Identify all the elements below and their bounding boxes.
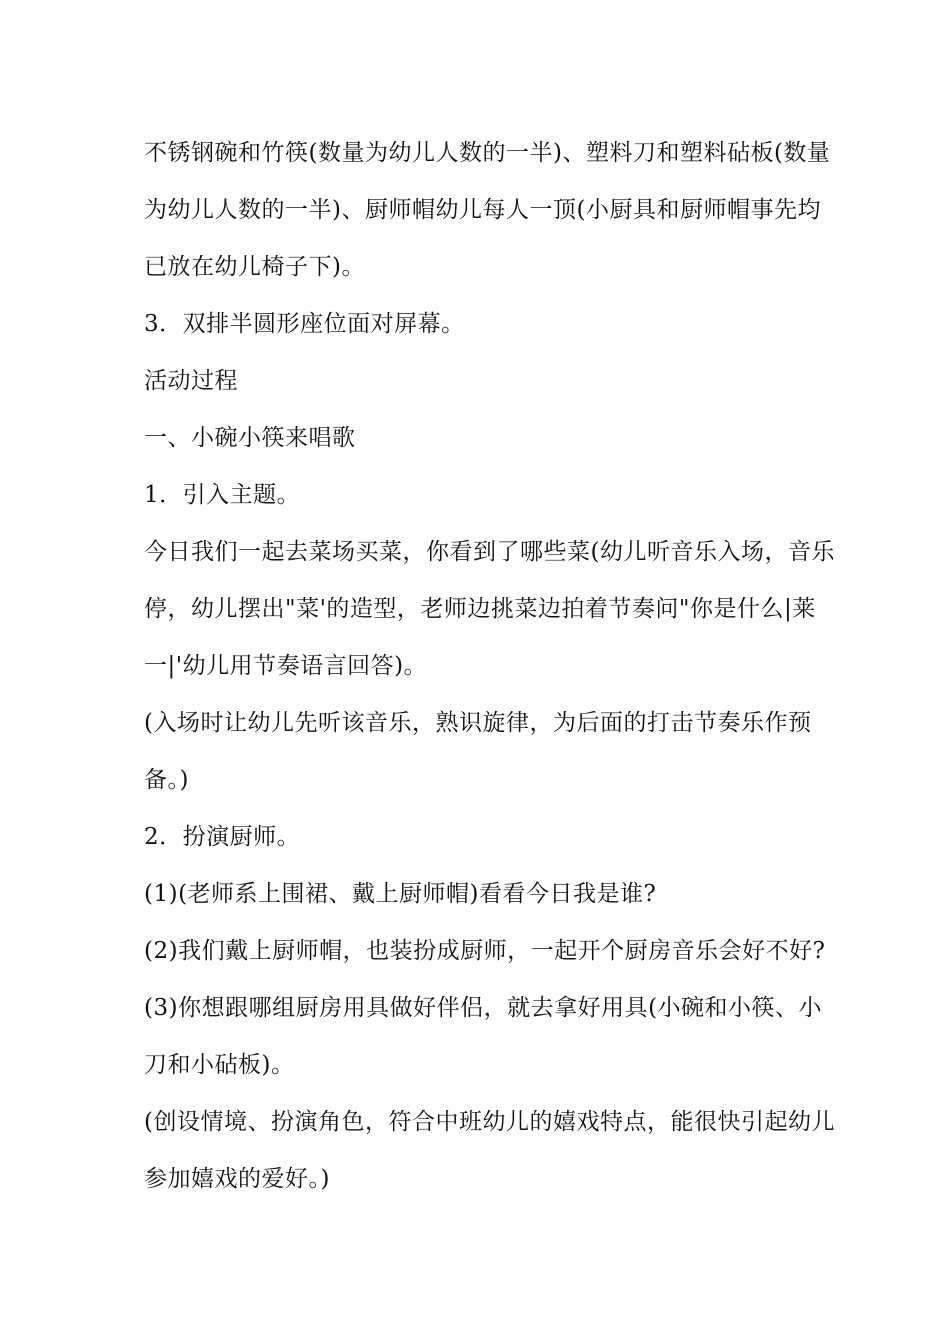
- text-line-8: 今日我们一起去菜场买菜，你看到了哪些菜(幼儿听音乐入场，音乐: [144, 539, 835, 565]
- text-line-2: 为幼儿人数的一半)、厨师帽幼儿每人一顶(小厨具和厨师帽事先均: [144, 197, 821, 223]
- text-line-14: (1)(老师系上围裙、戴上厨师帽)看看今日我是谁?: [144, 881, 657, 907]
- text-line-9: 停，幼儿摆出"菜'的造型，老师边挑菜边拍着节奏问"你是什么|莱: [144, 596, 816, 622]
- text-line-11: (入场时让幼儿先听该音乐，熟识旋律，为后面的打击节奏乐作预: [144, 710, 812, 736]
- text-line-16: (3)你想跟哪组厨房用具做好伴侣，就去拿好用具(小碗和小筷、小: [144, 995, 823, 1021]
- text-line-17: 刀和小砧板)。: [144, 1052, 295, 1078]
- text-line-10: 一|'幼儿用节奏语言回答)。: [144, 653, 428, 679]
- text-line-4: 3．双排半圆形座位面对屏幕。: [144, 311, 465, 337]
- subsection-heading: 一、小碗小筷来唱歌: [144, 425, 356, 451]
- section-heading: 活动过程: [144, 368, 238, 394]
- text-line-18: (创设情境、扮演角色，符合中班幼儿的嬉戏特点，能很快引起幼儿: [144, 1109, 835, 1135]
- text-line-15: (2)我们戴上厨师帽，也装扮成厨师，一起开个厨房音乐会好不好?: [144, 938, 826, 964]
- text-line-3: 已放在幼儿椅子下)。: [144, 254, 365, 280]
- step-heading-1: 1．引入主题。: [144, 482, 301, 508]
- text-line-1: 不锈钢碗和竹筷(数量为幼儿人数的一半)、塑料刀和塑料砧板(数量: [144, 140, 831, 166]
- step-heading-2: 2．扮演厨师。: [144, 824, 301, 850]
- text-line-19: 参加嬉戏的爱好。): [144, 1166, 330, 1192]
- text-line-12: 备。): [144, 767, 189, 793]
